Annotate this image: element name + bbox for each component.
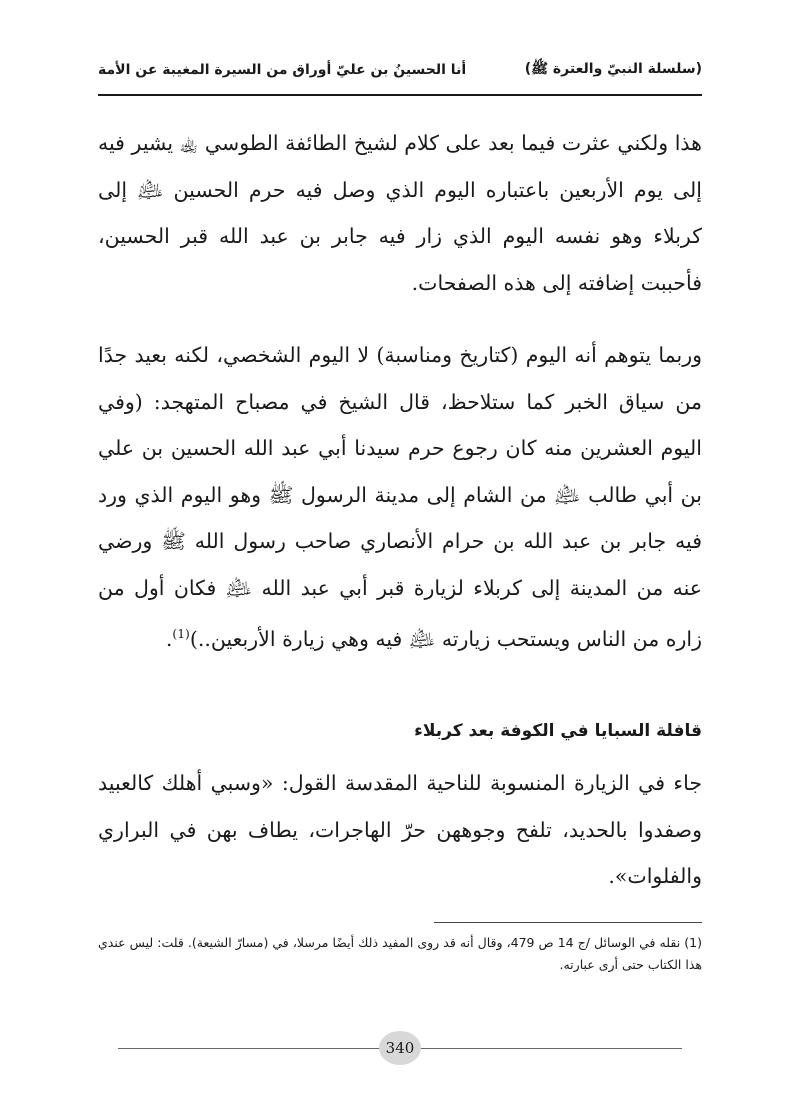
paragraph-3: جاء في الزيارة المنسوبة للناحية المقدسة القول: «وسبي أهلك كالعبيد وصفدوا بالحديد، تلفح وجوههن حرّ الهاجرات، يطاف بهن في البراري والفلوات». [98, 771, 702, 888]
book-title: أنا الحسينُ بن عليّ أوراق من السيرة المغيبة عن الأمة [98, 62, 467, 78]
page-number-line-right [420, 1048, 682, 1049]
footnote-reference[interactable]: (1) [172, 627, 190, 641]
header-rule [98, 94, 702, 96]
paragraph-2-text: وربما يتوهم أنه اليوم (كتاريخ ومناسبة) لا اليوم الشخصي، لكنه بعيد جدًا من سياق الخبر كما ستلاحظ، قال الشيخ في مصباح المتهجد: (وفي اليوم العشرين منه كان رجوع حرم سيدنا أبي عبد الله الحسين بن علي بن أبي طالب ﵇ من الشام إلى مدينة الرسول ﷺ وهو اليوم الذي ورد فيه جابر بن عبد الله بن حرام الأنصاري صاحب رسول الله ﷺ ورضي عنه من المدينة إلى كربلاء لزيارة قبر أبي عبد الله ﵇ فكان أول من زاره من الناس ويستحب زيارته ﵇ فيه وهي زيارة الأربعين..) [98, 343, 702, 651]
section-heading: قافلة السبايا في الكوفة بعد كربلاء [414, 721, 702, 741]
paragraph-2 [98, 332, 702, 662]
footnote-separator [434, 922, 702, 923]
page-number: 340 [379, 1031, 421, 1065]
footnote: (1) نقله في الوسائل /ج 14 ص 479، وقال أنه قد روى المفيد ذلك أيضًا مرسلا، في (مسارّ الشيعة). قلت: ليس عندي هذا الكتاب حتى أرى عبارته. [98, 935, 702, 972]
page-number-line-left [118, 1048, 380, 1049]
paragraph-2-end: . [165, 626, 173, 651]
series-title: (سلسلة النبيّ والعترة ﷺ) [524, 61, 702, 77]
paragraph-1: هذا ولكني عثرت فيما بعد على كلام لشيخ الطائفة الطوسي ﵀ يشير فيه إلى يوم الأربعين باعتباره اليوم الذي وصل فيه حرم الحسين ﵇ إلى كربلاء وهو نفسه اليوم الذي زار فيه جابر بن عبد الله قبر الحسين، فأحببت إضافته إلى هذه الصفحات. [98, 131, 702, 295]
running-header [98, 50, 702, 90]
